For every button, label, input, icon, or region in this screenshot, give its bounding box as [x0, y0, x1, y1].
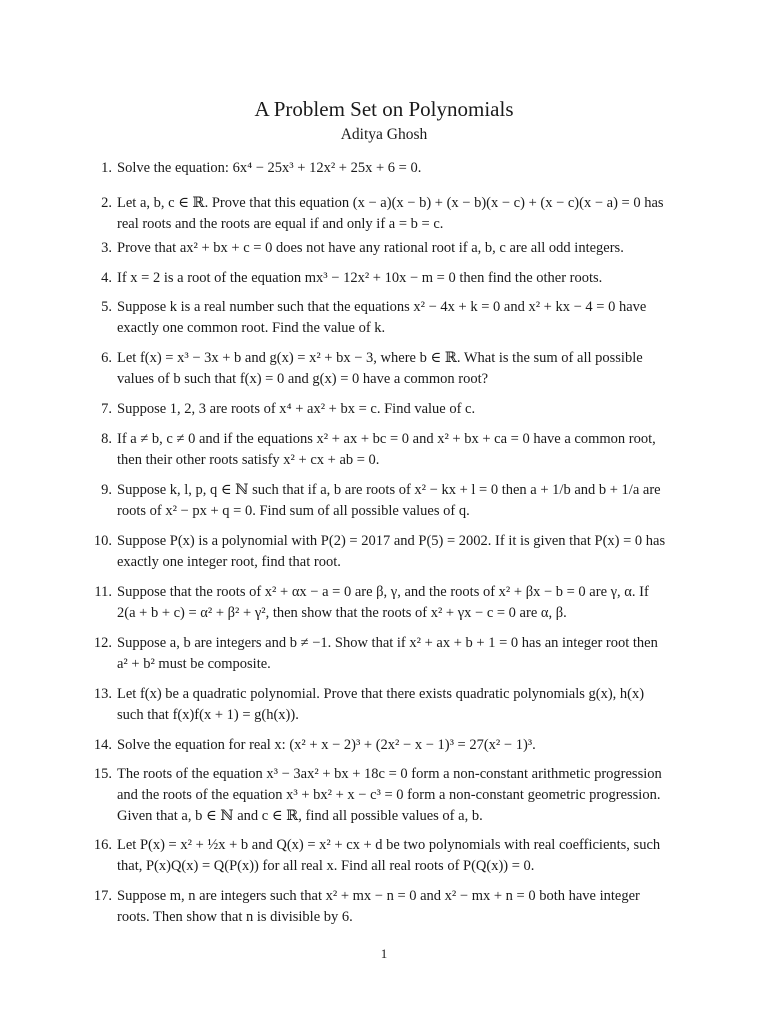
problem-number: 11.	[94, 584, 112, 600]
problem-number: 10.	[93, 533, 112, 549]
problem-number: 8.	[101, 431, 112, 447]
problem-text: The roots of the equation x³ − 3ax² + bx + 18c = 0 form a non-constant arithmetic progression and the roots of the equation x³ + bx² + x − c³ = 0 form a non-constant geometric progression. Given that a, b ∈ ℕ and c ∈ ℝ, find all possible values of a, b.	[117, 766, 662, 824]
problem-number: 5.	[101, 299, 112, 315]
problem-text: Suppose that the roots of x² + αx − a = 0 are β, γ, and the roots of x² + βx − b = 0 are γ, α. If 2(a + b + c) = α² + β² + γ², then show that the roots of x² + γx − c = 0 are α, β.	[117, 584, 649, 621]
page-number: 1	[380, 946, 388, 961]
problem-text: Let P(x) = x² + ½x + b and Q(x) = x² + cx + d be two polynomials with real coefficients, such that, P(x)Q(x) = Q(P(x)) for all real x. Find all real roots of P(Q(x)) = 0.	[117, 837, 661, 874]
problem-text: Let f(x) = x³ − 3x + b and g(x) = x² + bx − 3, where b ∈ ℝ. What is the sum of all possible values of b such that f(x) = 0 and g(x) = 0 have a common root?	[117, 350, 643, 387]
problem-text: Suppose 1, 2, 3 are roots of x⁴ + ax² + bx = c. Find value of c.	[117, 401, 476, 417]
problem-number: 16.	[93, 837, 112, 853]
problem-text: Suppose k is a real number such that the equations x² − 4x + k = 0 and x² + kx − 4 = 0 have exactly one common root. Find the value of k.	[117, 299, 647, 336]
problem-number: 4.	[101, 270, 112, 286]
document-title: A Problem Set on Polynomials	[254, 97, 514, 121]
problem-text: If x = 2 is a root of the equation mx³ − 12x² + 10x − m = 0 then find the other roots.	[117, 270, 603, 286]
problem-text: Suppose P(x) is a polynomial with P(2) = 2017 and P(5) = 2002. If it is given that P(x) = 0 has exactly one integer root, find that root.	[117, 533, 666, 570]
problem-number: 3.	[101, 240, 112, 256]
document-author: Aditya Ghosh	[340, 126, 428, 143]
problem-text: If a ≠ b, c ≠ 0 and if the equations x² + ax + bc = 0 and x² + bx + ca = 0 have a common root, then their other roots satisfy x² + cx + ab = 0.	[117, 431, 656, 468]
problem-text: Let f(x) be a quadratic polynomial. Prove that there exists quadratic polynomials g(x), h(x) such that f(x)f(x + 1) = g(h(x)).	[117, 686, 645, 723]
problem-text: Suppose k, l, p, q ∈ ℕ such that if a, b are roots of x² − kx + l = 0 then a + 1/b and b + 1/a are roots of x² − px + q = 0. Find sum of all possible values of q.	[117, 482, 661, 519]
problem-number: 1.	[101, 160, 112, 176]
problem-text: Prove that ax² + bx + c = 0 does not have any rational root if a, b, c are all odd integers.	[117, 240, 624, 256]
problem-text: Let a, b, c ∈ ℝ. Prove that this equation (x − a)(x − b) + (x − b)(x − c) + (x − c)(x − a) = 0 has real roots and the roots are equal if and only if a = b = c.	[117, 195, 664, 232]
problem-text: Solve the equation for real x: (x² + x − 2)³ + (2x² − x − 1)³ = 27(x² − 1)³.	[117, 737, 536, 753]
problem-number: 9.	[101, 482, 112, 498]
problem-number: 13.	[93, 686, 112, 702]
problem-number: 2.	[101, 195, 112, 211]
problem-text: Suppose m, n are integers such that x² + mx − n = 0 and x² − mx + n = 0 both have integer roots. Then show that n is divisible by 6.	[117, 888, 640, 925]
problem-text: Suppose a, b are integers and b ≠ −1. Show that if x² + ax + b + 1 = 0 has an integer root then a² + b² must be composite.	[117, 635, 658, 672]
problem-number: 15.	[93, 766, 112, 782]
problem-number: 17.	[93, 888, 112, 904]
problem-number: 14.	[93, 737, 112, 753]
problem-number: 12.	[93, 635, 112, 651]
problem-number: 7.	[101, 401, 112, 417]
problem-number: 6.	[101, 350, 112, 366]
problem-text: Solve the equation: 6x⁴ − 25x³ + 12x² + 25x + 6 = 0.	[117, 160, 422, 176]
